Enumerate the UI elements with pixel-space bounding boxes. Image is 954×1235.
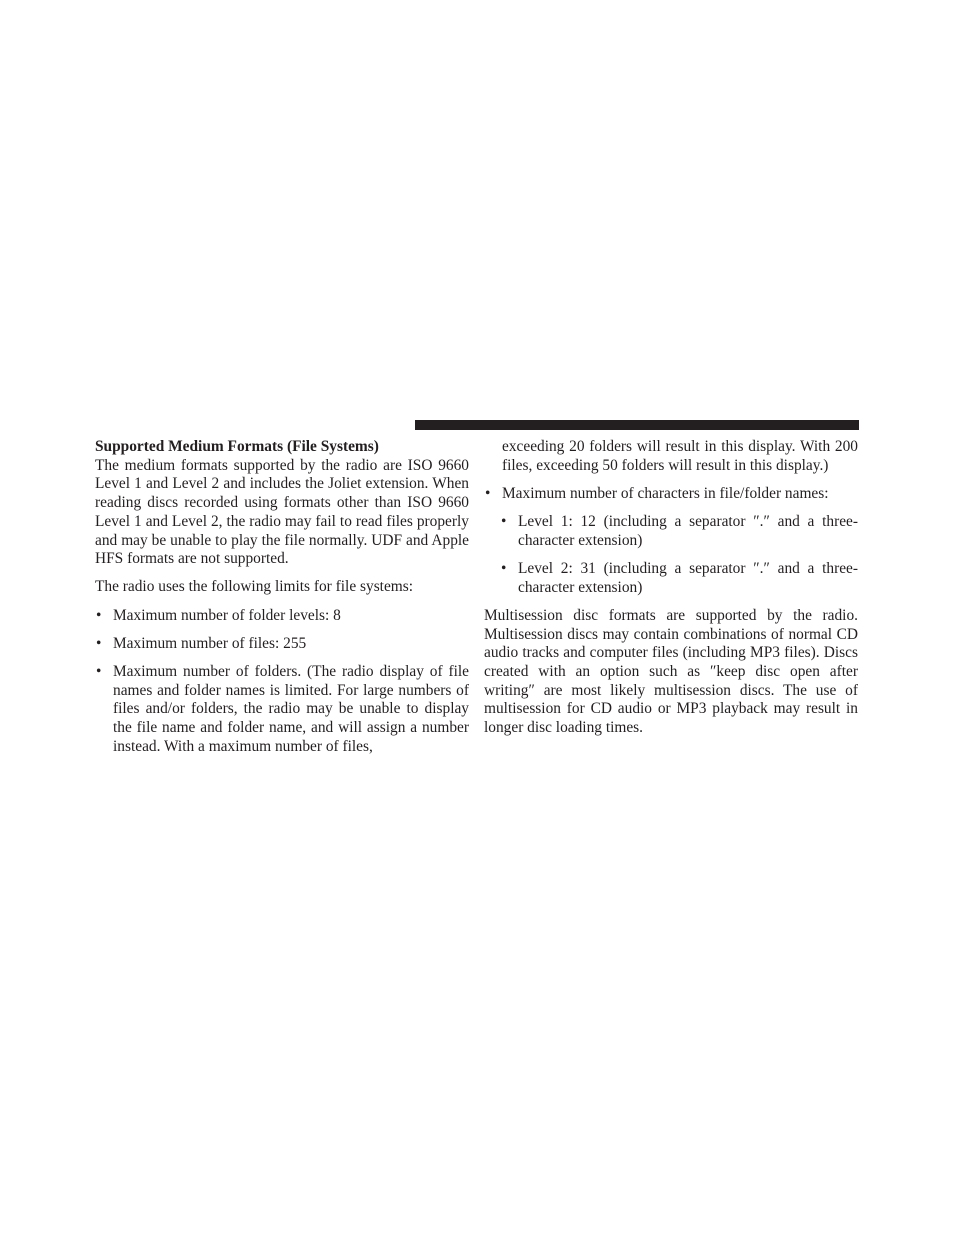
sublist-item: • Level 1: 12 (including a separator ″.″ and a three-character extension) [501, 513, 858, 549]
list-item: • Maximum number of folders. (The radio display of file names and folder names is limited. For large numbers of files and/or folders, the radio may be unable to display the file name and folder name, and will assign a number instead. With a maximum number of files, [96, 663, 469, 755]
bullet-icon: • [96, 634, 102, 652]
bullet-icon: • [501, 560, 507, 578]
list-item: • Maximum number of characters in file/folder names: [485, 484, 829, 502]
limits-intro: The radio uses the following limits for file systems: [95, 578, 414, 596]
bullet-icon: • [501, 513, 507, 531]
bullet-icon: • [485, 484, 491, 502]
left-column [95, 438, 469, 757]
formats-paragraph: The medium formats supported by the radio are ISO 9660 Level 1 and Level 2 and includes the Joliet extension. When reading discs recorded using formats other than ISO 9660 Level 1 and Level 2, the radio may fail to read files properly and may be unable to play the file normally. UDF and Apple HFS formats are not supported. [95, 456, 469, 568]
section-header-bar [415, 420, 859, 430]
right-column [484, 438, 858, 738]
section-heading: Supported Medium Formats (File Systems) [95, 438, 379, 455]
bullet-icon: • [96, 663, 102, 681]
list-item: • Maximum number of folder levels: 8 [96, 606, 341, 624]
multisession-paragraph: Multisession disc formats are supported by the radio. Multisession discs may contain combinations of normal CD audio tracks and computer files (including MP3 files). Discs created with an option such as ″keep disc open after writing″ are most likely multisession discs. The use of multisession for CD audio or MP3 playback may result in longer disc loading times. [484, 606, 858, 737]
limits-list [95, 607, 469, 757]
list-item: • Maximum number of files: 255 [96, 634, 307, 652]
bullet-icon: • [96, 606, 102, 624]
names-list [484, 485, 858, 504]
names-sublist [484, 513, 858, 597]
list-item-continuation: exceeding 20 folders will result in this display. With 200 files, exceeding 50 folders will result in this display.) [502, 438, 858, 474]
sublist-item: • Level 2: 31 (including a separator ″.″ and a three-character extension) [501, 560, 858, 596]
